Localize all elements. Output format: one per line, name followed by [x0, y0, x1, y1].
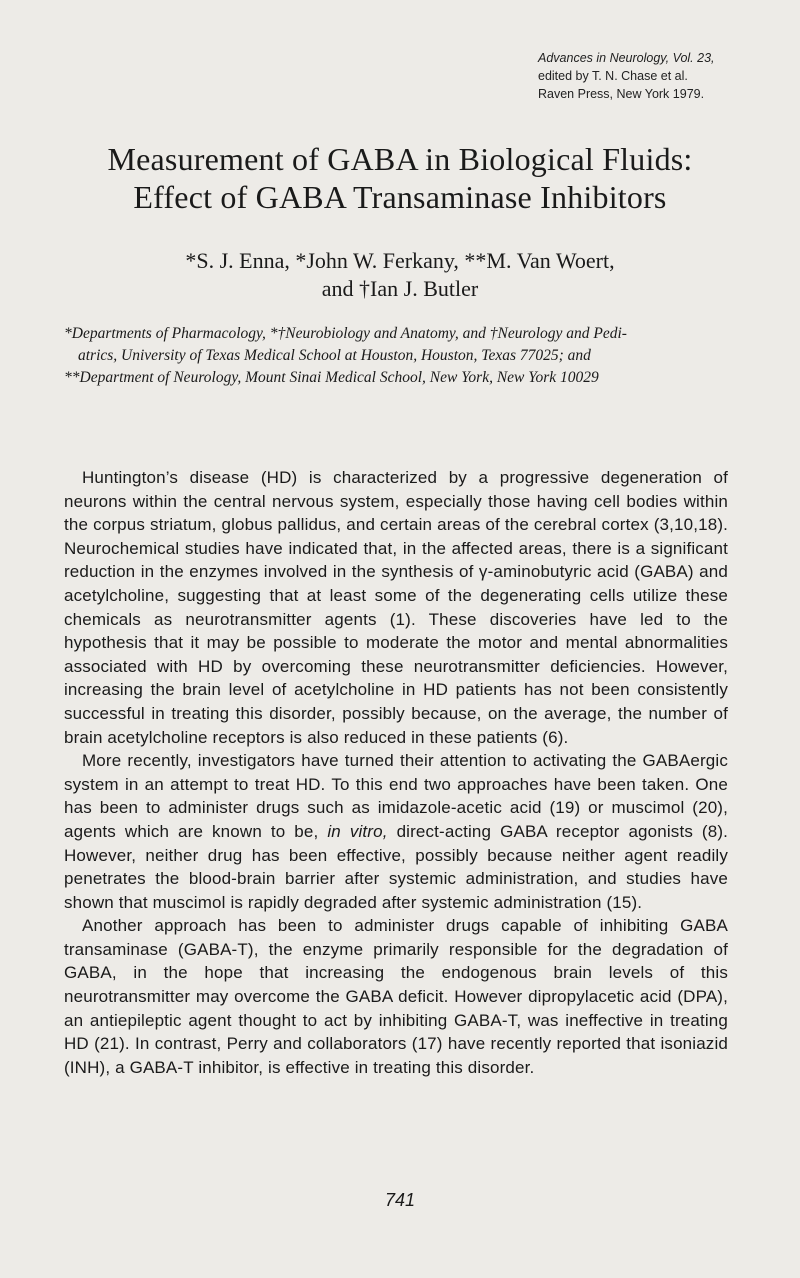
authors-line-2: and †Ian J. Butler — [321, 276, 479, 301]
citation-block — [538, 49, 715, 103]
paragraph-3: Another approach has been to administer drugs capable of inhibiting GABA transaminase (GABA-T), the enzyme primarily responsible for the degradation of GABA, in the hope that increasing the endogenous brain levels of this neurotransmitter may overcome the GABA deficit. However dipropylacetic acid (DPA), an antiepileptic agent thought to act by inhibiting GABA-T, was ineffective in treating HD (21). In contrast, Perry and collaborators (17) have recently reported that isoniazid (INH), a GABA-T inhibitor, is effective in treating this disorder. — [64, 916, 728, 1077]
title-line-1: Measurement of GABA in Biological Fluids: — [107, 141, 693, 177]
journal-citation: Advances in Neurology, Vol. 23, — [538, 51, 715, 65]
authors-line-1: *S. J. Enna, *John W. Ferkany, **M. Van Woert, — [185, 248, 615, 273]
article-title — [0, 140, 800, 216]
affiliation-line-3: **Department of Neurology, Mount Sinai Medical School, New York, New York 10029 — [64, 369, 599, 386]
paragraph-2 — [64, 749, 728, 914]
paragraph-2-text-b: direct-acting GABA receptor agonists (8). However, neither drug has been effective, possibly because neither agent readily penetrates the blood-brain barrier after systemic administration, and studies have shown that muscimol is rapidly degraded after systemic administration (15). — [64, 821, 729, 912]
publisher-line: Raven Press, New York 1979. — [538, 87, 705, 101]
page-number: 741 — [384, 1190, 416, 1210]
editors-line: edited by T. N. Chase et al. — [538, 69, 688, 83]
paragraph-1: Huntington’s disease (HD) is characterized by a progressive degeneration of neurons within the central nervous system, especially those having cell bodies within the corpus striatum, globus pallidus, and certain areas of the cerebral cortex (3,10,18). Neurochemical studies have indicated that, in the affected areas, there is a significant reduction in the enzymes involved in the synthesis of γ-aminobutyric acid (GABA) and acetylcholine, suggesting that at least some of the degenerating cells utilize these chemicals as neurotransmitter agents (1). These discoveries have led to the hypothesis that it may be possible to moderate the motor and mental abnormalities associated with HD by overcoming these neurotransmitter deficiencies. However, increasing the brain level of acetylcholine in HD patients has not been consistently successful in treating this disorder, possibly because, on the average, the number of brain acetylcholine receptors is also reduced in these patients (6). — [64, 468, 728, 747]
author-list — [0, 247, 800, 303]
body-text — [64, 466, 728, 1079]
title-line-2: Effect of GABA Transaminase Inhibitors — [133, 179, 667, 215]
affiliation-line-1: *Departments of Pharmacology, *†Neurobiology and Anatomy, and †Neurology and Pedi- — [64, 325, 627, 342]
affiliations — [64, 323, 744, 389]
affiliation-line-2: atrics, University of Texas Medical School at Houston, Houston, Texas 77025; and — [78, 347, 591, 364]
paragraph-2-italic: in vitro, — [327, 821, 388, 841]
paragraph-2-text-a: More recently, investigators have turned their attention to activating the GABAergic system in an attempt to treat HD. To this end two approaches have been taken. One has been to administer drugs such as imidazole-acetic acid (19) or muscimol (20), agents which are known to be, — [64, 751, 728, 841]
